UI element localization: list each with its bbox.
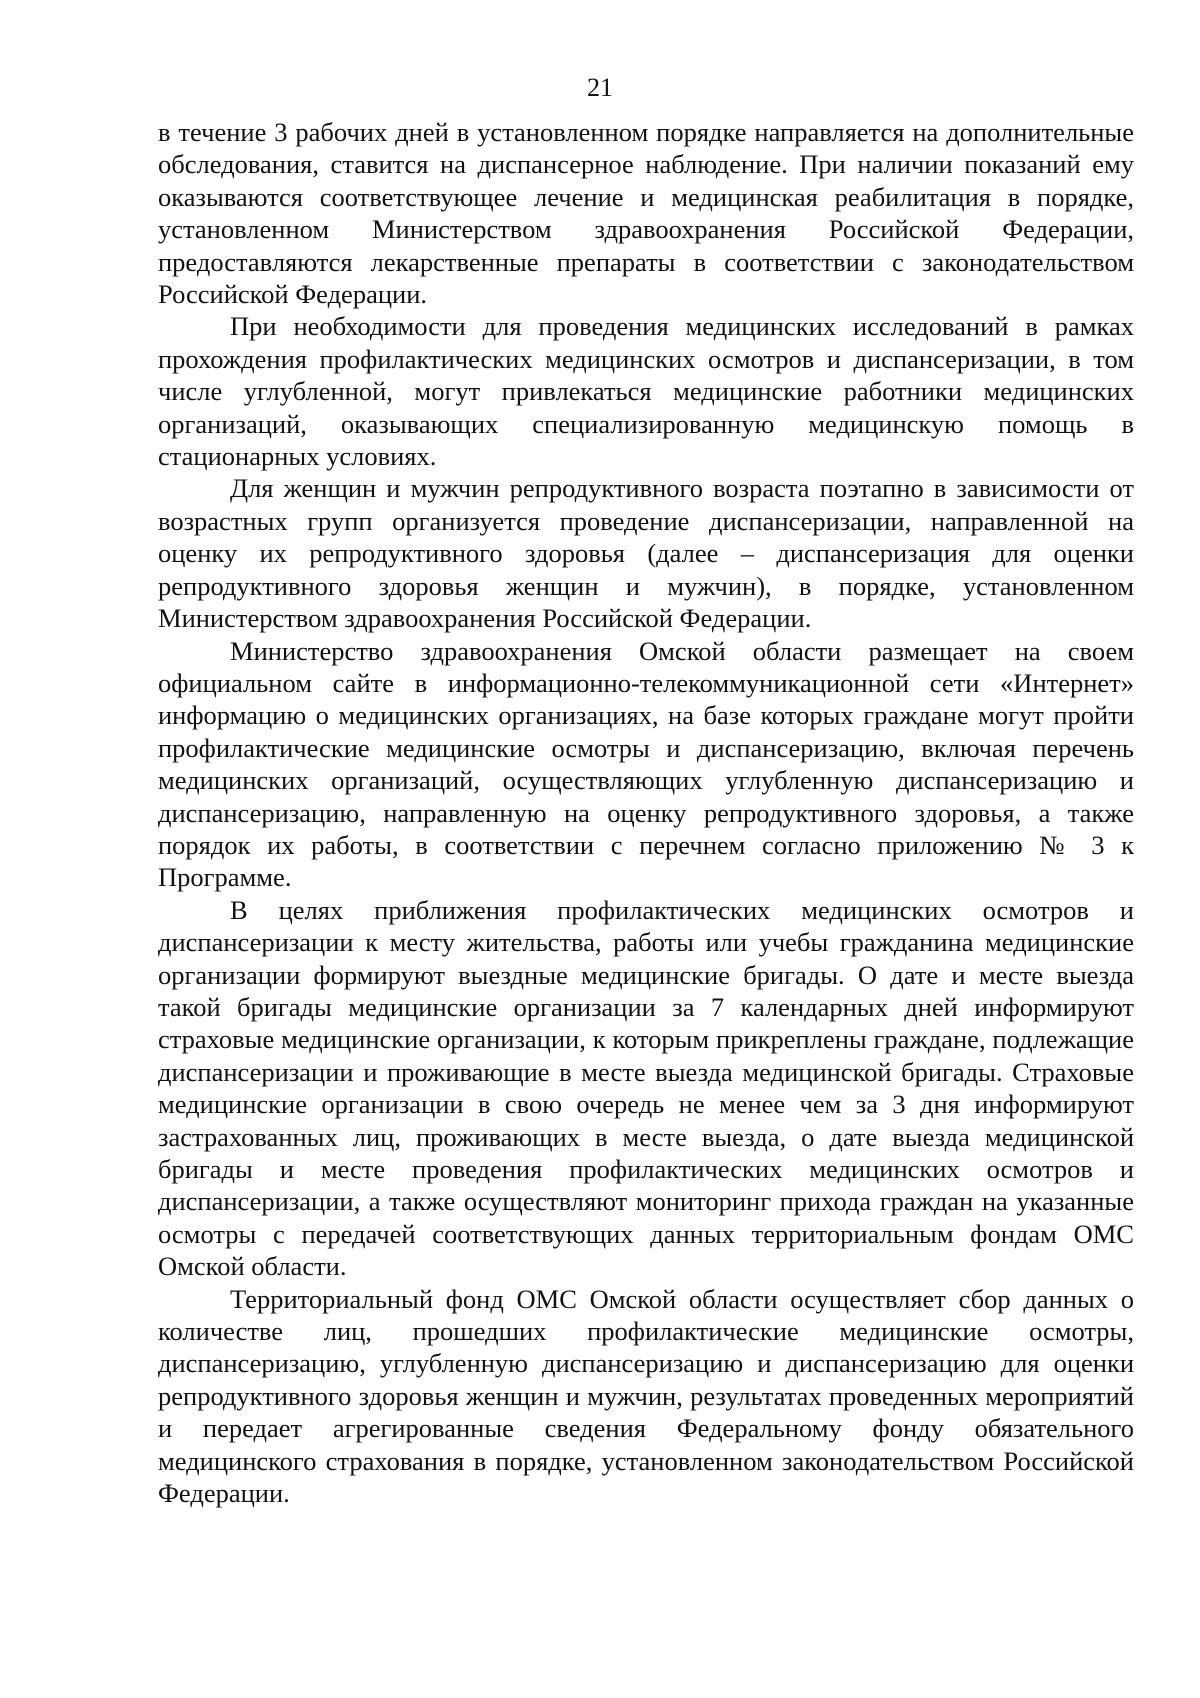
paragraph-ministry-website: Министерство здравоохранения Омской области размещает на своем официальном сайте в информационно-телекоммуникационной сети «Интернет» информацию о медицинских организациях, на базе которых граждане могут пройти профилактические медицинские осмотры и диспансеризацию, включая перечень медицинских организаций, осуществляющих углубленную диспансеризацию и диспансеризацию, направленную на оценку репродуктивного здоровья, а также порядок их работы, в соответствии с перечнем согласно приложению № 3 к Программе.	[158, 635, 1134, 893]
paragraph-reproductive-health: Для женщин и мужчин репродуктивного возраста поэтапно в зависимости от возрастных групп организуется проведение диспансеризации, направленной на оценку их репродуктивного здоровья (далее – диспансеризация для оценки репродуктивного здоровья женщин и мужчин), в порядке, установленном Министерством здравоохранения Российской Федерации.	[158, 473, 1134, 634]
paragraph-mobile-teams: В целях приближения профилактических медицинских осмотров и диспансеризации к месту жительства, работы или учебы гражданина медицинские организации формируют выездные медицинские бригады. О дате и месте выезда такой бригады медицинские организации за 7 календарных дней информируют страховые медицинские организации, к которым прикреплены граждане, подлежащие диспансеризации и проживающие в месте выезда медицинской бригады. Страховые медицинские организации в свою очередь не менее чем за 3 дня информируют застрахованных лиц, проживающих в месте выезда, о дате выезда медицинской бригады и месте проведения профилактических медицинских осмотров и диспансеризации, а также осуществляют мониторинг прихода граждан на указанные осмотры с передачей соответствующих данных территориальным фондам ОМС Омской области.	[158, 894, 1134, 1282]
document-body	[158, 116, 1134, 1509]
paragraph-territorial-fund: Территориальный фонд ОМС Омской области осуществляет сбор данных о количестве лиц, прошедших профилактические медицинские осмотры, диспансеризацию, углубленную диспансеризацию и диспансеризацию для оценки репродуктивного здоровья женщин и мужчин, результатах проведенных мероприятий и передает агрегированные сведения Федеральному фонду обязательного медицинского страхования в порядке, установленном законодательством Российской Федерации.	[158, 1283, 1134, 1509]
paragraph-medical-research: При необходимости для проведения медицинских исследований в рамках прохождения профилактических медицинских осмотров и диспансеризации, в том числе углубленной, могут привлекаться медицинские работники медицинских организаций, оказывающих специализированную медицинскую помощь в стационарных условиях.	[158, 311, 1134, 472]
page-number: 21	[587, 73, 613, 102]
paragraph-continuation: в течение 3 рабочих дней в установленном порядке направляется на дополнительные обследования, ставится на диспансерное наблюдение. При наличии показаний ему оказываются соответствующее лечение и медицинская реабилитация в порядке, установленном Министерством здравоохранения Российской Федерации, предоставляются лекарственные препараты в соответствии с законодательством Российской Федерации.	[158, 117, 1134, 310]
